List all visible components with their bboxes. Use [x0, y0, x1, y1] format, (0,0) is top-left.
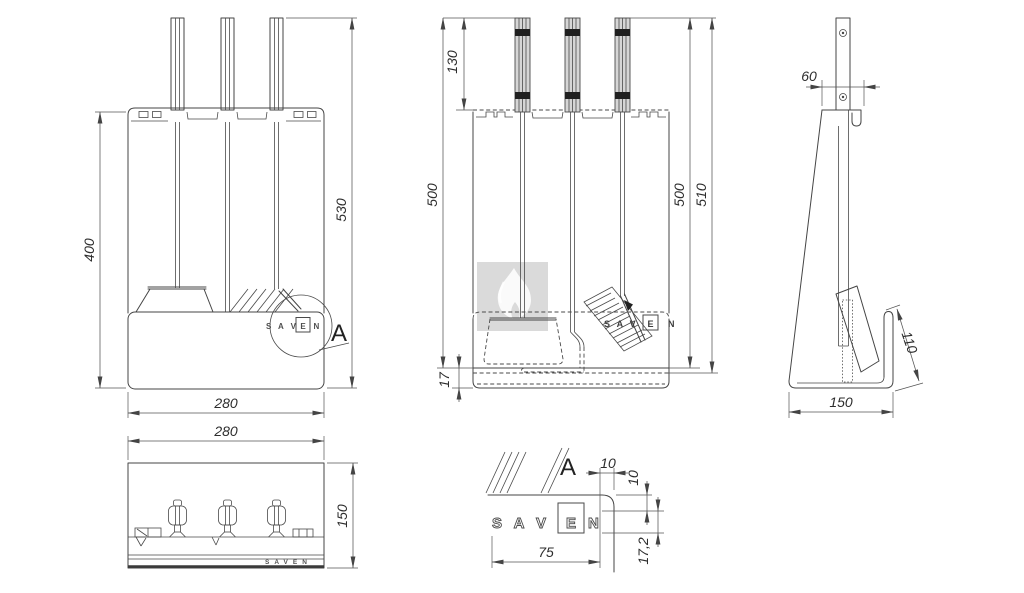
detail-brush-lines: [486, 448, 569, 493]
dim-detail-logo-width: 75: [538, 544, 554, 560]
section-logo-sav: S A V: [604, 319, 638, 329]
front-tool-handles: [171, 18, 283, 312]
watermark-flame-logo: [477, 262, 548, 331]
detail-logo-e: E: [565, 515, 577, 532]
section-poker-hidden: [522, 332, 585, 372]
top-knobs: [169, 500, 286, 537]
detail-logo: [492, 503, 599, 533]
dim-top-depth: 150: [334, 504, 350, 528]
section-logo-n: N: [668, 319, 675, 329]
detail-logo-n: N: [588, 515, 599, 532]
dim-detail-logo-height: 17,2: [635, 537, 651, 565]
front-logo-sav: S A V: [266, 322, 299, 331]
dim-section-height-total: 510: [693, 183, 709, 207]
dim-section-handle: 130: [444, 50, 460, 74]
front-logo-n: N: [313, 322, 320, 331]
dim-detail-offset-h: 10: [600, 455, 616, 471]
detail-dimensions: [492, 455, 664, 568]
detail-panel-edge: [488, 495, 614, 572]
top-outline: [128, 463, 324, 568]
front-brush: [230, 289, 301, 312]
detail-view: [486, 448, 664, 572]
dim-front-width: 280: [214, 395, 238, 411]
dim-detail-offset-v: 10: [625, 470, 641, 486]
dim-side-top-width: 60: [801, 68, 817, 84]
front-dimensions: [81, 18, 357, 418]
section-view: [424, 18, 718, 402]
dim-section-height-left: 500: [424, 183, 440, 207]
dim-front-total-height: 530: [333, 198, 349, 222]
front-detail-label: A: [331, 320, 348, 347]
dim-section-lip: 17: [436, 372, 452, 388]
side-dimensions: [789, 68, 923, 418]
top-view: [128, 423, 358, 568]
dim-front-panel-height: 400: [81, 238, 97, 262]
detail-logo-sav: S A V: [492, 515, 551, 532]
front-shovel: [136, 287, 213, 312]
front-logo-e: E: [300, 322, 306, 331]
section-handles: [515, 18, 630, 112]
side-handle-bar: [836, 18, 850, 346]
dim-top-width: 280: [214, 423, 238, 439]
front-logo: [266, 318, 320, 333]
front-panel: [128, 108, 324, 313]
dim-side-lip-height: 110: [898, 329, 921, 356]
side-view: [789, 18, 923, 418]
top-logo: SAVEN: [265, 559, 312, 566]
section-logo-e: E: [647, 319, 654, 329]
dim-side-depth: 150: [829, 394, 853, 410]
front-view: [81, 18, 357, 418]
detail-title: A: [560, 454, 577, 481]
dim-section-height-right: 500: [671, 183, 687, 207]
side-brush: [836, 286, 879, 382]
